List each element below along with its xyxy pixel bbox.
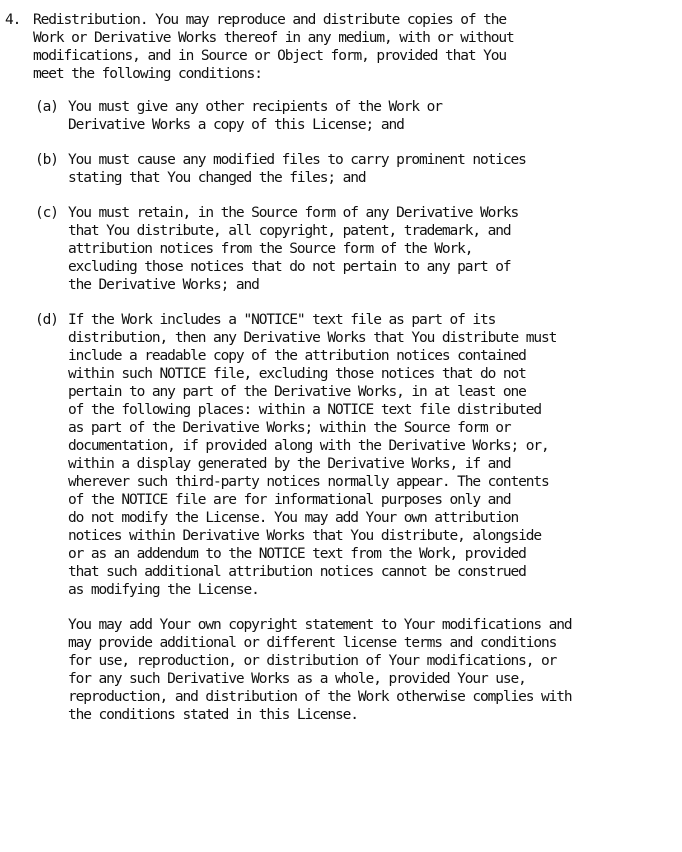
closing-line: for any such Derivative Works as a whole, provided Your use, xyxy=(68,671,526,687)
condition-line: as part of the Derivative Works; within the Source form or xyxy=(68,420,511,436)
condition-line: attribution notices from the Source form of the Work, xyxy=(68,241,473,257)
condition-line: as modifying the License. xyxy=(68,582,259,598)
closing-line: the conditions stated in this License. xyxy=(68,707,358,723)
condition-item-d xyxy=(0,311,682,599)
condition-line: distribution, then any Derivative Works that You distribute must xyxy=(68,330,557,346)
section-line: Work or Derivative Works thereof in any medium, with or without xyxy=(33,30,514,46)
closing-line: You may add Your own copyright statement to Your modifications and xyxy=(68,617,572,633)
section-4 xyxy=(0,11,682,83)
condition-line: notices within Derivative Works that You distribute, alongside xyxy=(68,528,542,544)
condition-line: within such NOTICE file, excluding those notices that do not xyxy=(68,366,526,382)
closing-line: for use, reproduction, or distribution of Your modifications, or xyxy=(68,653,557,669)
condition-label: (a) xyxy=(35,99,58,115)
condition-line: stating that You changed the files; and xyxy=(68,170,366,186)
condition-label: (b) xyxy=(35,152,58,168)
condition-line: Derivative Works a copy of this License; and xyxy=(68,117,404,133)
condition-line: You must cause any modified files to carry prominent notices xyxy=(68,152,526,168)
condition-label: (c) xyxy=(35,205,58,221)
condition-label: (d) xyxy=(35,312,58,328)
closing-paragraph xyxy=(0,616,682,724)
condition-line: that such additional attribution notices cannot be construed xyxy=(68,564,526,580)
section-line: Redistribution. You may reproduce and distribute copies of the xyxy=(33,12,507,28)
condition-line: You must retain, in the Source form of any Derivative Works xyxy=(68,205,519,221)
condition-line: pertain to any part of the Derivative Works, in at least one xyxy=(68,384,526,400)
condition-line: If the Work includes a "NOTICE" text file as part of its xyxy=(68,312,496,328)
condition-line: You must give any other recipients of the Work or xyxy=(68,99,442,115)
section-line: modifications, and in Source or Object form, provided that You xyxy=(33,48,507,64)
condition-line: include a readable copy of the attribution notices contained xyxy=(68,348,526,364)
condition-item-c xyxy=(0,204,682,294)
condition-line: that You distribute, all copyright, patent, trademark, and xyxy=(68,223,511,239)
section-number: 4. xyxy=(5,12,21,28)
condition-line: the Derivative Works; and xyxy=(68,277,259,293)
condition-line: documentation, if provided along with the Derivative Works; or, xyxy=(68,438,549,454)
condition-line: of the NOTICE file are for informational purposes only and xyxy=(68,492,511,508)
condition-line: of the following places: within a NOTICE text file distributed xyxy=(68,402,542,418)
condition-line: excluding those notices that do not pertain to any part of xyxy=(68,259,511,275)
section-line: meet the following conditions: xyxy=(33,66,262,82)
closing-line: may provide additional or different license terms and conditions xyxy=(68,635,557,651)
condition-line: or as an addendum to the NOTICE text from the Work, provided xyxy=(68,546,526,562)
closing-line: reproduction, and distribution of the Work otherwise complies with xyxy=(68,689,572,705)
condition-item-b xyxy=(0,151,682,187)
condition-line: wherever such third-party notices normally appear. The contents xyxy=(68,474,549,490)
condition-line: do not modify the License. You may add Your own attribution xyxy=(68,510,519,526)
condition-item-a xyxy=(0,98,682,134)
condition-line: within a display generated by the Derivative Works, if and xyxy=(68,456,511,472)
